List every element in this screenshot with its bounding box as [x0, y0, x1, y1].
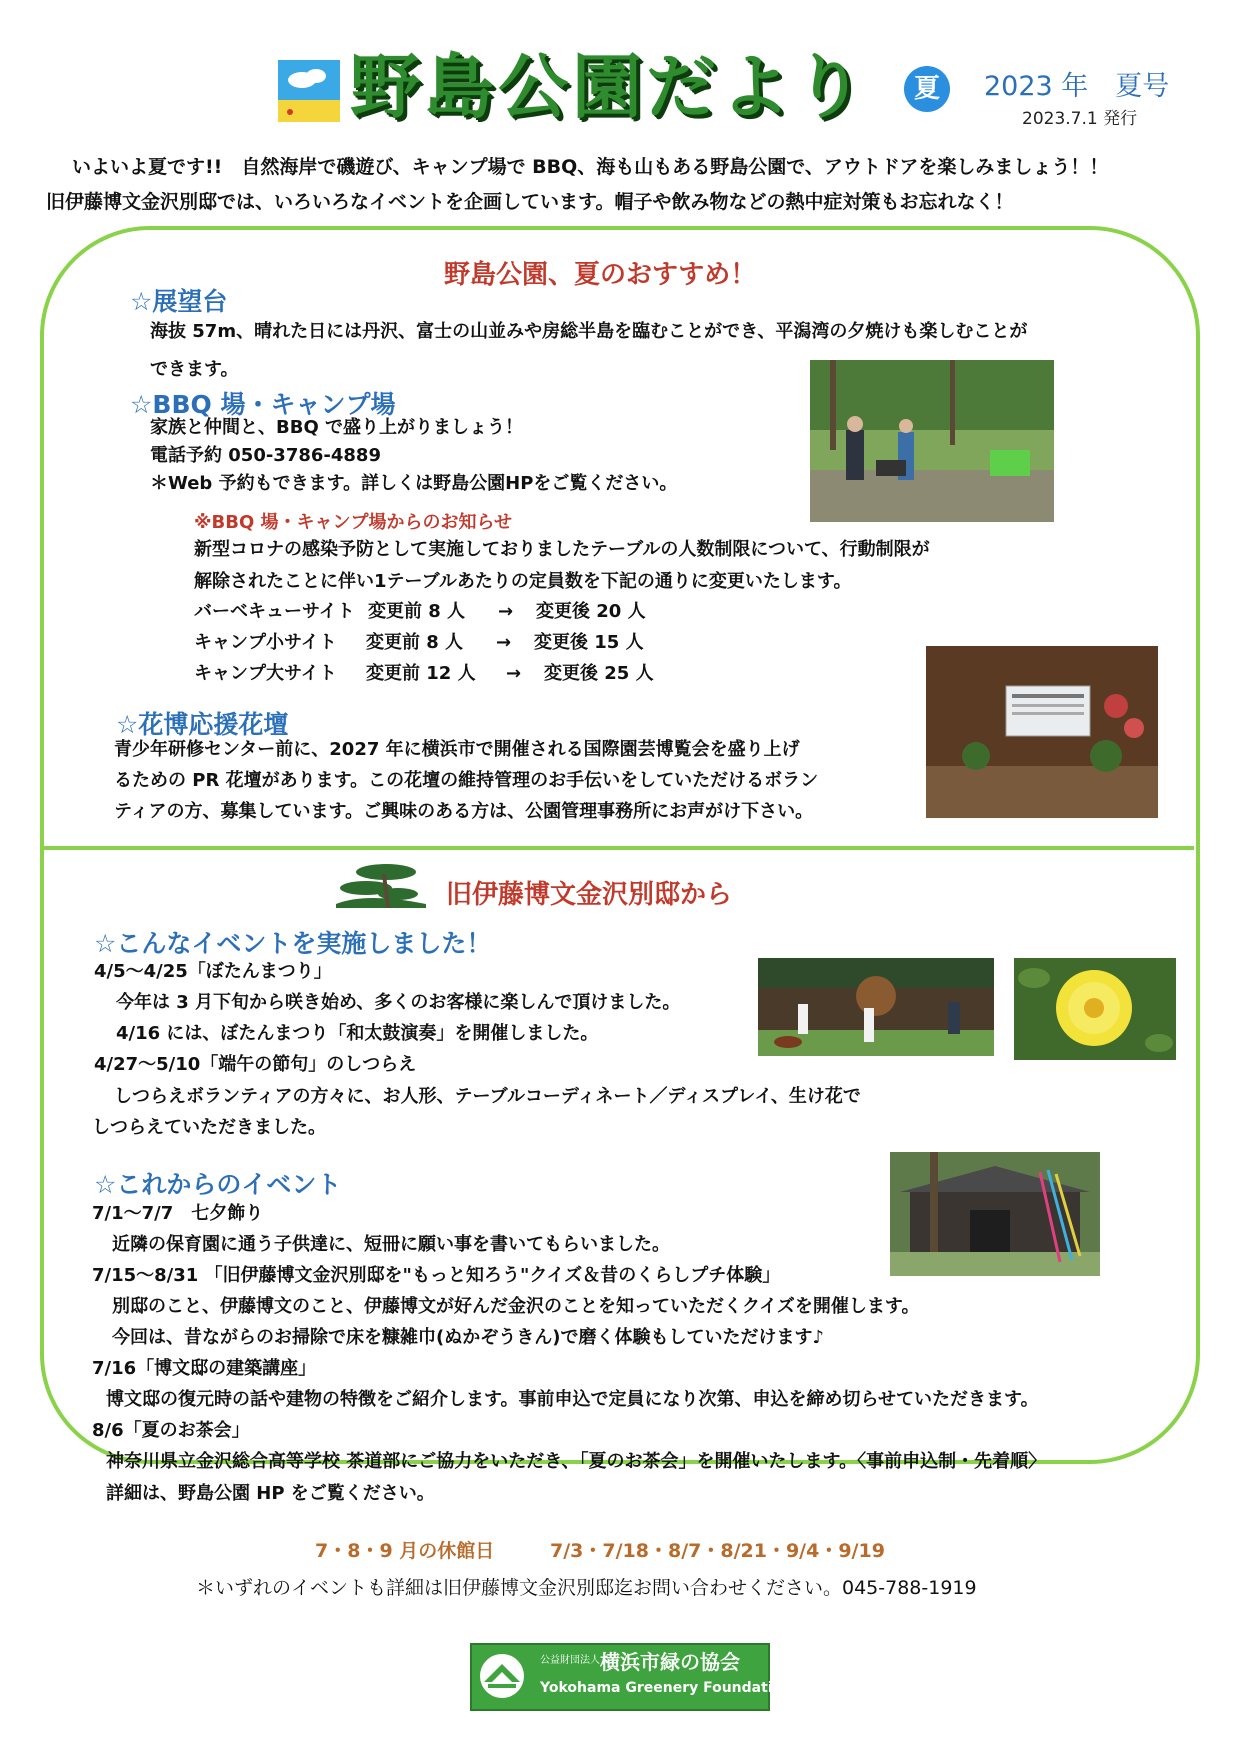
bbq-notice-text: 解除されたことに伴い1テーブルあたりの定員数を下記の通りに変更いたします。: [194, 571, 852, 592]
capacity-site: キャンプ大サイト: [194, 663, 337, 684]
foundation-type: 公益財団法人: [540, 1655, 600, 1666]
upcoming-event-text: 7/1～7/7 七夕飾り: [92, 1203, 264, 1224]
issued-date: 2023.7.1 発行: [1022, 109, 1138, 129]
past-event-text: 4/5～4/25「ぼたんまつり」: [94, 961, 332, 982]
newsletter-title: 野島公園だより: [350, 46, 868, 128]
upcoming-event-text: 別邸のこと、伊藤博文のこと、伊藤博文が好んだ金沢のことを知っていただくクイズを開催します。: [112, 1296, 920, 1317]
past-event-text: しつらえていただきました。: [92, 1117, 326, 1138]
observatory-heading: ☆展望台: [130, 287, 228, 316]
closed-days: 7/3・7/18・8/7・8/21・9/4・9/19: [550, 1540, 885, 1562]
capacity-site: キャンプ小サイト: [194, 632, 337, 653]
capacity-before: 変更前 8 人: [368, 601, 466, 622]
past-event-text: 4/27～5/10「端午の節句」のしつらえ: [94, 1054, 417, 1075]
bbq-heading: ☆BBQ 場・キャンプ場: [130, 390, 396, 419]
flowerbed-heading: ☆花博応援花壇: [116, 710, 289, 739]
villa-section-title: 旧伊藤博文金沢別邸から: [446, 880, 733, 910]
flowerbed-text: るための PR 花壇があります。この花壇の維持管理のお手伝いをしていただけるボラン: [114, 770, 819, 791]
observatory-text: できます。: [150, 359, 239, 380]
upcoming-event-text: 博文邸の復元時の話や建物の特徴をご紹介します。事前申込で定員になり次第、申込を締め切らせていただきます。: [106, 1389, 1039, 1410]
capacity-site: バーベキューサイト: [194, 601, 355, 622]
pine-tree-icon: [326, 858, 436, 914]
bbq-phone: 電話予約 050-3786-4889: [150, 445, 381, 466]
intro-line-2: 旧伊藤博文金沢別邸では、いろいろなイベントを企画しています。帽子や飲み物などの熱中症対策もお忘れなく！: [46, 191, 1014, 213]
bbq-notice-title: ※BBQ 場・キャンプ場からのお知らせ: [194, 512, 512, 533]
upcoming-event-text: 7/15～8/31 「旧伊藤博文金沢別邸を"もっと知ろう"クイズ＆昔のくらしプチ体験」: [92, 1265, 781, 1286]
foundation-name: 横浜市緑の協会: [600, 1650, 740, 1674]
foundation-name-en: Yokohama Greenery Foundation: [540, 1680, 793, 1696]
bbq-web-note: ＊Web 予約もできます。詳しくは野島公園HPをご覧ください。: [150, 473, 678, 494]
bbq-photo: [810, 360, 1054, 522]
upcoming-event-text: 近隣の保育園に通う子供達に、短冊に願い事を書いてもらいました。: [112, 1234, 670, 1255]
past-event-text: しつらえボランティアの方々に、お人形、テーブルコーディネート／ディスプレイ、生け花で: [114, 1086, 861, 1107]
bbq-notice-text: 新型コロナの感染予防として実施しておりましたテーブルの人数制限について、行動制限が: [194, 539, 930, 560]
flowerbed-photo: [926, 646, 1158, 818]
capacity-after: 変更後 25 人: [544, 663, 654, 684]
upcoming-event-text: 今回は、昔ながらのお掃除で床を糠雑巾(ぬかぞうきん)で磨く体験もしていただけます♪: [112, 1327, 824, 1348]
past-event-text: 4/16 には、ぼたんまつり「和太鼓演奏」を開催しました。: [116, 1023, 599, 1044]
season-badge: 夏: [904, 66, 950, 112]
flowerbed-text: 青少年研修センター前に、2027 年に横浜市で開催される国際園芸博覧会を盛り上げ: [114, 739, 800, 760]
tanabata-photo: [890, 1152, 1100, 1276]
closed-days-label: 7・8・9 月の休館日: [315, 1540, 495, 1562]
upcoming-event-text: 8/6「夏のお茶会」: [92, 1420, 250, 1441]
upcoming-event-text: 神奈川県立金沢総合高等学校 茶道部にご協力をいただき、「夏のお茶会」を開催いたします。〈事前申込制・先着順〉: [106, 1451, 1047, 1472]
flowerbed-text: ティアの方、募集しています。ご興味のある方は、公園管理事務所にお声がけ下さい。: [114, 801, 814, 822]
past-event-text: 今年は 3 月下旬から咲き始め、多くのお客様に楽しんで頂けました。: [116, 992, 681, 1013]
capacity-after: 変更後 15 人: [534, 632, 644, 653]
capacity-after: 変更後 20 人: [536, 601, 646, 622]
capacity-before: 変更前 8 人: [366, 632, 464, 653]
past-events-heading: ☆こんなイベントを実施しました！: [94, 929, 492, 958]
arrow-icon: →: [498, 601, 514, 622]
bbq-text: 家族と仲間と、BBQ で盛り上がりましょう！: [150, 417, 524, 438]
park-section-title: 野島公園、夏のおすすめ！: [444, 260, 757, 290]
arrow-icon: →: [496, 632, 512, 653]
issue-label: 2023 年 夏号: [984, 71, 1170, 102]
peony-photo: [1014, 958, 1176, 1060]
capacity-before: 変更前 12 人: [366, 663, 476, 684]
observatory-text: 海抜 57m、晴れた日には丹沢、富士の山並みや房総半島を臨むことができ、平潟湾の夕焼けも楽しむことが: [150, 321, 1028, 342]
upcoming-events-heading: ☆これからのイベント: [94, 1170, 342, 1199]
arrow-icon: →: [506, 663, 522, 684]
contact-footnote: ＊いずれのイベントも詳細は旧伊藤博文金沢別邸迄お問い合わせください。045-788-1919: [196, 1577, 977, 1599]
park-logo: [278, 60, 340, 122]
drum-performance-photo: [758, 958, 994, 1056]
intro-line-1: いよいよ夏です!! 自然海岸で磯遊び、キャンプ場で BBQ、海も山もある野島公園で、アウトドアを楽しみましょう！！: [72, 156, 1109, 178]
upcoming-event-text: 7/16「博文邸の建築講座」: [92, 1358, 317, 1379]
upcoming-event-text: 詳細は、野島公園 HP をご覧ください。: [106, 1483, 435, 1504]
foundation-emblem-icon: [478, 1652, 526, 1700]
